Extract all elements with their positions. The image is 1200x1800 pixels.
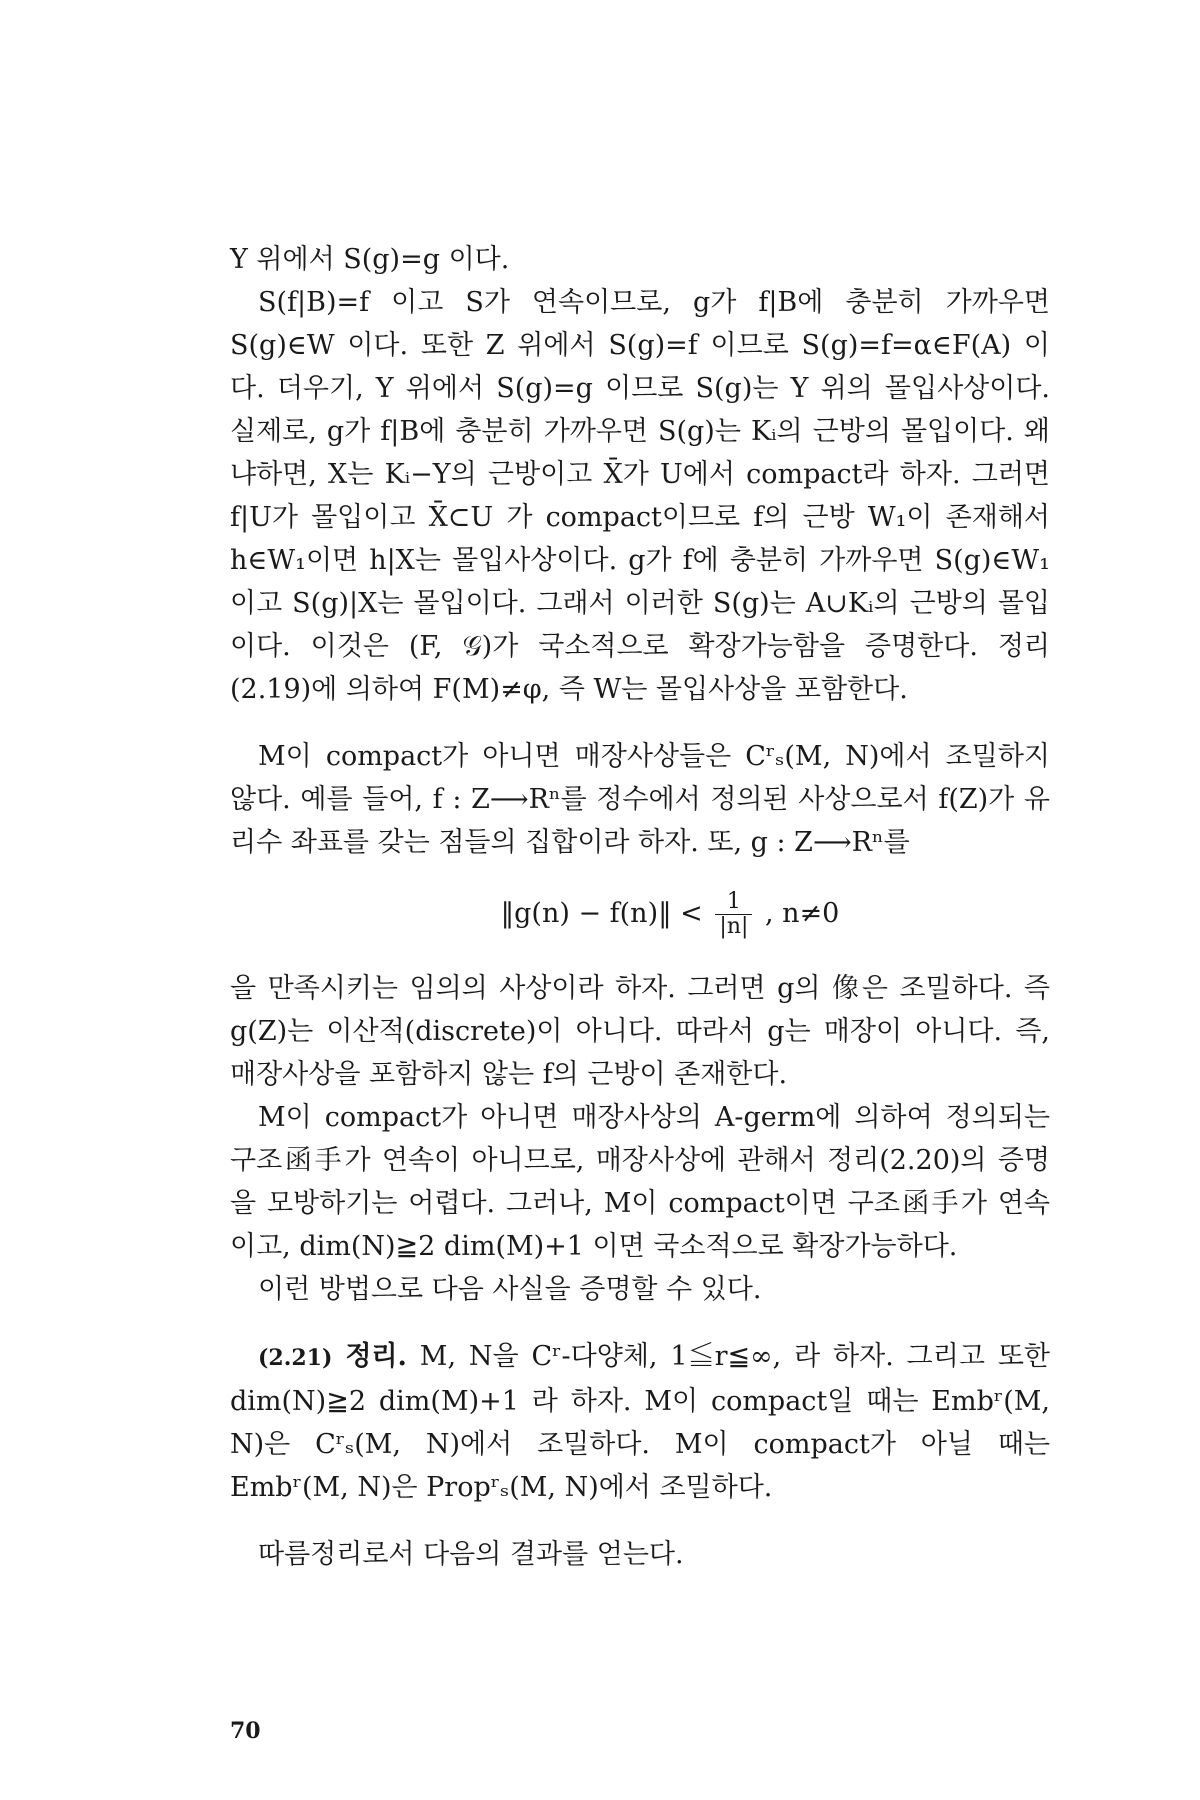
body-text	[230, 238, 1050, 1576]
page-number: 70	[230, 1718, 261, 1744]
formula-denominator: |n|	[719, 914, 749, 939]
theorem-title: 정리.	[345, 1341, 407, 1372]
formula-left: ‖g(n) − f(n)‖ <	[500, 898, 703, 929]
theorem	[230, 1335, 1050, 1509]
formula-fraction	[715, 890, 752, 939]
paragraph-1: Y 위에서 S(g)=g 이다.	[230, 244, 510, 275]
formula	[290, 890, 1050, 939]
theorem-body: M, N을 Cʳ-다양체, 1≦r≦∞, 라 하자. 그리고 또한 dim(N)≧2 dim(M)+1 라 하자. M이 compact일 때는 Embʳ(M, N)은 Cʳₛ(M, N)에서 조밀하다. M이 compact가 아닐 때는 Embʳ(M, N)은 Propʳₛ(M, N)에서 조밀하다.	[230, 1341, 1050, 1503]
paragraph-4: 을 만족시키는 임의의 사상이라 하자. 그러면 g의 像은 조밀하다. 즉 g(Z)는 이산적(discrete)이 아니다. 따라서 g는 매장이 아니다. 즉, 매장사상을 포함하지 않는 f의 근방이 존재한다.	[230, 973, 1050, 1090]
paragraph-3: M이 compact가 아니면 매장사상들은 Cʳₛ(M, N)에서 조밀하지 않다. 예를 들어, f : Z⟶Rⁿ를 정수에서 정의된 사상으로서 f(Z)가 유리수 좌표를 갖는 점들의 집합이라 하자. 또, g : Z⟶Rⁿ를	[230, 741, 1050, 858]
formula-right: , n≠0	[765, 898, 840, 929]
theorem-number: (2.21)	[258, 1345, 333, 1371]
formula-numerator: 1	[715, 890, 752, 915]
paragraph-7: 따름정리로서 다음의 결과를 얻는다.	[258, 1539, 684, 1570]
paragraph-6: 이런 방법으로 다음 사실을 증명할 수 있다.	[258, 1274, 762, 1305]
paragraph-2: S(f|B)=f 이고 S가 연속이므로, g가 f|B에 충분히 가까우면 S(g)∈W 이다. 또한 Z 위에서 S(g)=f 이므로 S(g)=f=α∈F(A) 이다. 더우기, Y 위에서 S(g)=g 이므로 S(g)는 Y 위의 몰입사상이다. 실제로, g가 f|B에 충분히 가까우면 S(g)는 Kᵢ의 근방의 몰입이다. 왜냐하면, X는 Kᵢ−Y의 근방이고 X̄가 U에서 compact라 하자. 그러면 f|U가 몰입이고 X̄⊂U 가 compact이므로 f의 근방 W₁이 존재해서 h∈W₁이면 h|X는 몰입사상이다. g가 f에 충분히 가까우면 S(g)∈W₁이고 S(g)|X는 몰입이다. 그래서 이러한 S(g)는 A∪Kᵢ의 근방의 몰입이다. 이것은 (F, 𝒢)가 국소적으로 확장가능함을 증명한다. 정리(2.19)에 의하여 F(M)≠φ, 즉 W는 몰입사상을 포함한다.	[230, 287, 1050, 705]
paragraph-5: M이 compact가 아니면 매장사상의 A-germ에 의하여 정의되는 구조函手가 연속이 아니므로, 매장사상에 관해서 정리(2.20)의 증명을 모방하기는 어렵다. 그러나, M이 compact이면 구조函手가 연속이고, dim(N)≧2 dim(M)+1 이면 국소적으로 확장가능하다.	[230, 1102, 1050, 1262]
